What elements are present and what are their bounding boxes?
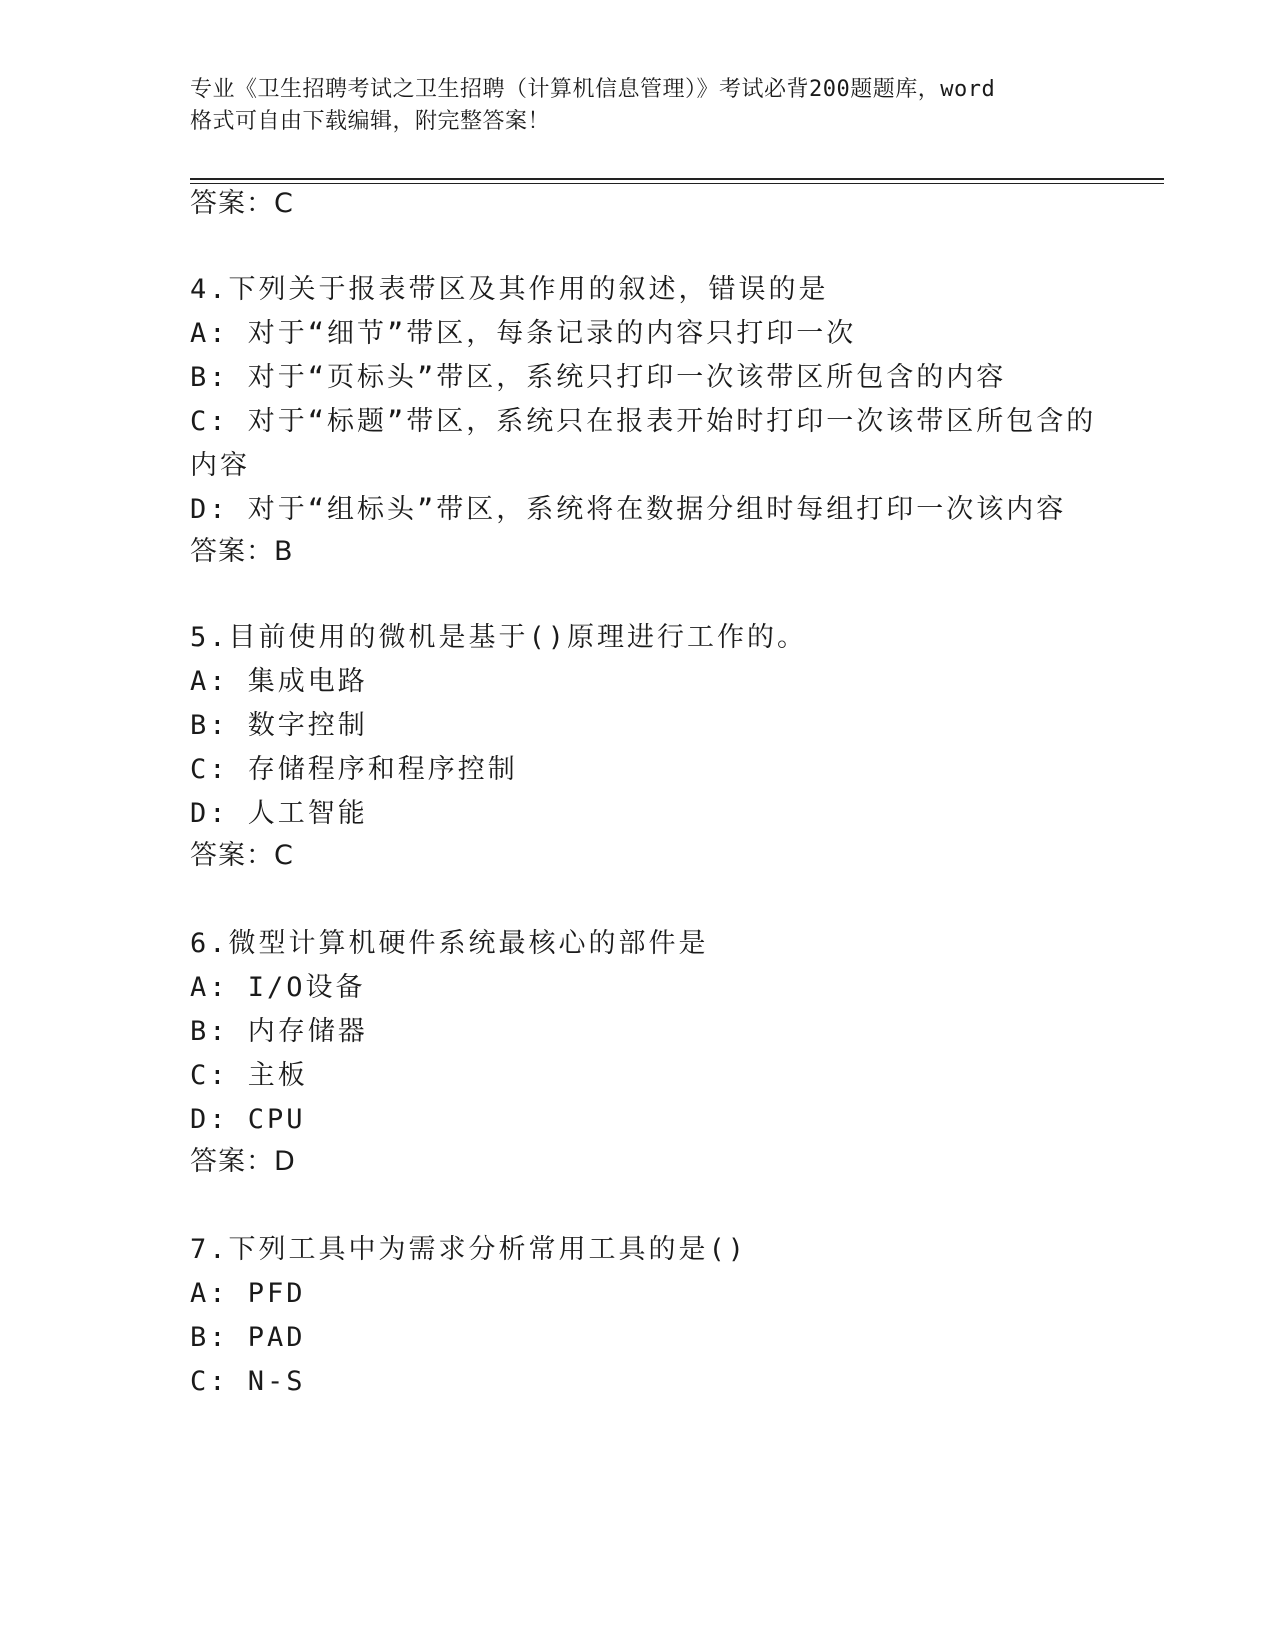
question-4-stem: 4.下列关于报表带区及其作用的叙述，错误的是 — [190, 274, 829, 305]
question-4-option-c-continued: 内容 — [190, 450, 250, 481]
question-7-option-b: B: PAD — [190, 1322, 306, 1353]
question-4-option-c: C: 对于“标题”带区，系统只在报表开始时打印一次该带区所包含的 — [190, 406, 1097, 437]
question-4-option-a: A: 对于“细节”带区，每条记录的内容只打印一次 — [190, 318, 857, 349]
question-5-option-d: D: 人工智能 — [190, 798, 368, 829]
question-4-answer: 答案：B — [190, 536, 294, 567]
question-7-option-c: C: N-S — [190, 1366, 306, 1397]
question-7-stem: 7.下列工具中为需求分析常用工具的是() — [190, 1234, 748, 1265]
question-6-option-c: C: 主板 — [190, 1060, 308, 1091]
question-6-answer: 答案：D — [190, 1146, 296, 1177]
question-6-option-d: D: CPU — [190, 1104, 306, 1135]
question-7-option-a: A: PFD — [190, 1278, 306, 1309]
header-line-1: 专业《卫生招聘考试之卫生招聘（计算机信息管理）》考试必背200题题库，word — [190, 77, 996, 102]
question-5-option-a: A: 集成电路 — [190, 666, 368, 697]
question-5-option-c: C: 存储程序和程序控制 — [190, 754, 518, 785]
question-4-option-b: B: 对于“页标头”带区，系统只打印一次该带区所包含的内容 — [190, 362, 1007, 393]
question-6-stem: 6.微型计算机硬件系统最核心的部件是 — [190, 928, 709, 959]
question-6-option-b: B: 内存储器 — [190, 1016, 368, 1047]
header-line-2: 格式可自由下载编辑，附完整答案！ — [190, 109, 551, 134]
question-5-stem: 5.目前使用的微机是基于()原理进行工作的。 — [190, 622, 808, 653]
header-rule-thick — [190, 178, 1164, 180]
header-rule-thin — [190, 183, 1164, 184]
question-5-option-b: B: 数字控制 — [190, 710, 368, 741]
document-header — [190, 74, 1090, 138]
question-5-answer: 答案：C — [190, 840, 294, 871]
answer-previous: 答案：C — [190, 188, 294, 219]
question-6-option-a: A: I/O设备 — [190, 972, 366, 1003]
question-4-option-d: D: 对于“组标头”带区，系统将在数据分组时每组打印一次该内容 — [190, 494, 1067, 525]
